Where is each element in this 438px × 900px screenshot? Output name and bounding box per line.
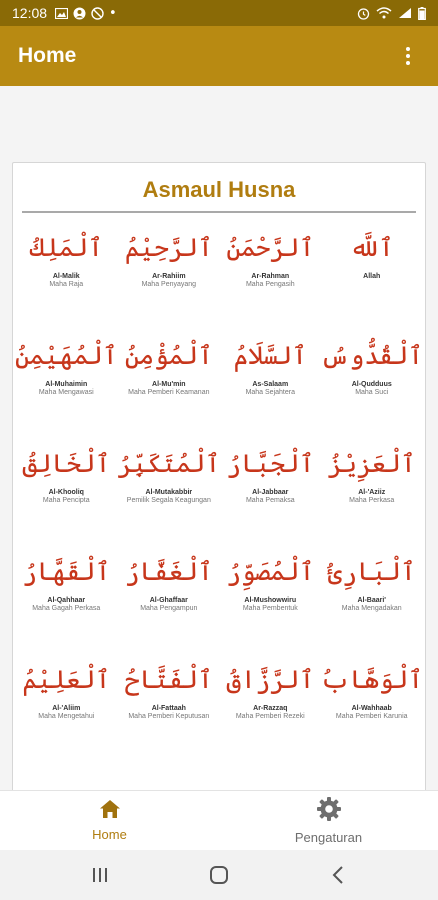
name-cell[interactable]: [320, 439, 423, 547]
name-cell[interactable]: [320, 655, 423, 763]
nav-settings[interactable]: [219, 791, 438, 850]
status-left-icons: [55, 6, 117, 21]
home-circle-icon[interactable]: [199, 855, 239, 895]
latin-name: Al-Mutakabbir: [145, 489, 193, 496]
name-cell[interactable]: [320, 331, 423, 439]
latin-name: Al-Wahhaab: [351, 705, 392, 712]
name-cell[interactable]: [118, 547, 221, 655]
name-cell[interactable]: [118, 331, 221, 439]
title-divider: [22, 211, 416, 213]
name-meaning: Maha Pemberi Keamanan: [128, 389, 210, 396]
arabic-name: ٱلْعَزِيْزُ: [327, 449, 416, 478]
signal-icon: [398, 7, 412, 19]
name-cell[interactable]: [220, 223, 320, 331]
page-title: Home: [18, 44, 77, 67]
arabic-name: ٱلسَّلَامُ: [233, 341, 307, 370]
name-meaning: Maha Raja: [49, 281, 84, 288]
image-icon: [55, 8, 68, 19]
arabic-name: ٱلرَّزَّاقُ: [226, 665, 315, 694]
latin-name: Al-Jabbaar: [252, 489, 289, 496]
name-meaning: Maha Mengadakan: [341, 605, 402, 612]
do-not-disturb-icon: [91, 7, 104, 20]
more-vert-icon[interactable]: [396, 38, 420, 74]
name-meaning: Maha Penyayang: [141, 281, 197, 288]
status-time: 12:08: [12, 5, 48, 21]
latin-name: Al-Mushowwiru: [244, 597, 297, 604]
arabic-name: ٱلْمُصَوِّرُ: [226, 557, 315, 586]
name-cell[interactable]: [15, 223, 118, 331]
name-meaning: Maha Pemberi Rezeki: [235, 713, 305, 720]
name-cell[interactable]: [15, 331, 118, 439]
latin-name: Al-Muhaimin: [45, 381, 88, 388]
name-meaning: Maha Pemberi Keputusan: [128, 713, 210, 720]
arabic-name: ٱلْخَالِقُ: [22, 449, 111, 478]
name-cell[interactable]: [15, 655, 118, 763]
name-meaning: Maha Pemaksa: [245, 497, 295, 504]
latin-name: Al-'Aziiz: [358, 489, 386, 496]
home-icon: [99, 799, 121, 823]
name-meaning: Maha Pengasih: [245, 281, 295, 288]
name-cell[interactable]: [220, 331, 320, 439]
nav-settings-label: Pengaturan: [294, 830, 363, 845]
name-meaning: Maha Pembentuk: [242, 605, 298, 612]
wifi-icon: [376, 7, 392, 19]
name-meaning: Pemilik Segala Keagungan: [126, 497, 211, 504]
arabic-name: ٱلْجَبَّارُ: [226, 449, 315, 478]
latin-name: Al-Mu'min: [152, 381, 186, 388]
name-meaning: Maha Pengampun: [140, 605, 198, 612]
arabic-name: ٱلرَّحْمَنُ: [226, 233, 315, 262]
name-meaning: Maha Mengawasi: [38, 389, 94, 396]
name-meaning: Maha Pemberi Karunia: [335, 713, 408, 720]
latin-name: Al-Khooliq: [48, 489, 84, 496]
arabic-name: ٱلْعَلِيْمُ: [22, 665, 111, 694]
status-dot: •: [109, 5, 117, 21]
name-cell[interactable]: [220, 547, 320, 655]
name-cell[interactable]: [118, 655, 221, 763]
arabic-name: ٱلْقَهَّارُ: [22, 557, 111, 586]
name-meaning: Maha Pencipta: [42, 497, 90, 504]
name-cell[interactable]: [118, 223, 221, 331]
latin-name: Al-Qudduus: [351, 381, 392, 388]
name-meaning: Maha Sejahtera: [245, 389, 295, 396]
arabic-name: ٱلرَّحِيْمُ: [124, 233, 213, 262]
name-cell[interactable]: [220, 655, 320, 763]
bottom-navigation: [0, 790, 438, 850]
name-meaning: Maha Perkasa: [349, 497, 395, 504]
asmaul-husna-card: [12, 162, 426, 790]
name-cell[interactable]: [15, 439, 118, 547]
latin-name: Al-Malik: [52, 273, 80, 280]
alarm-icon: [357, 7, 370, 20]
recent-apps-icon[interactable]: [80, 855, 120, 895]
name-cell[interactable]: [320, 547, 423, 655]
name-cell[interactable]: [118, 439, 221, 547]
status-bar: [0, 0, 438, 26]
latin-name: Ar-Rahman: [251, 273, 290, 280]
app-bar: [0, 26, 438, 86]
arabic-name: ٱلْمُهَيْمِنُ: [15, 341, 118, 370]
latin-name: Al-Fattaah: [151, 705, 186, 712]
nav-home[interactable]: [0, 791, 219, 850]
card-title: Asmaul Husna: [142, 177, 296, 202]
account-circle-icon: [73, 7, 86, 20]
name-cell[interactable]: [15, 547, 118, 655]
arabic-name: ٱلْقُدُّوسُ: [320, 341, 423, 370]
arabic-name: ٱلْغَفَّارُ: [124, 557, 213, 586]
name-cell[interactable]: [220, 439, 320, 547]
content-area: [0, 86, 438, 790]
name-meaning: Maha Mengetahui: [38, 713, 95, 720]
name-meaning: Maha Suci: [355, 389, 389, 396]
system-navigation-bar: [0, 850, 438, 900]
back-icon[interactable]: [318, 855, 358, 895]
arabic-name: ٱلْمُتَكَبِّرُ: [117, 449, 221, 478]
arabic-name: ٱلْمَلِكُ: [29, 233, 103, 262]
name-meaning: Maha Gagah Perkasa: [32, 605, 101, 612]
latin-name: Al-Baari': [357, 597, 386, 604]
latin-name: Ar-Rahiim: [152, 273, 186, 280]
latin-name: Al-'Aliim: [52, 705, 81, 712]
battery-icon: [418, 7, 426, 20]
latin-name: Al-Qahhaar: [47, 597, 86, 604]
latin-name: Allah: [363, 273, 381, 280]
arabic-name: ٱلْبَارِئُ: [327, 557, 416, 586]
arabic-name: ٱلْفَتَّاحُ: [124, 665, 213, 694]
latin-name: Al-Ghaffaar: [149, 597, 188, 604]
arabic-name: ٱللَّه: [349, 233, 394, 262]
names-grid: [13, 223, 425, 763]
name-cell[interactable]: [320, 223, 423, 331]
nav-home-label: Home: [92, 827, 127, 842]
latin-name: As-Salaam: [252, 381, 289, 388]
gear-icon: [316, 796, 342, 826]
status-right-icons: [357, 7, 426, 20]
latin-name: Ar-Razzaq: [253, 705, 288, 712]
arabic-name: ٱلْوَهَّابُ: [320, 665, 423, 694]
arabic-name: ٱلْمُؤْمِنُ: [124, 341, 213, 370]
